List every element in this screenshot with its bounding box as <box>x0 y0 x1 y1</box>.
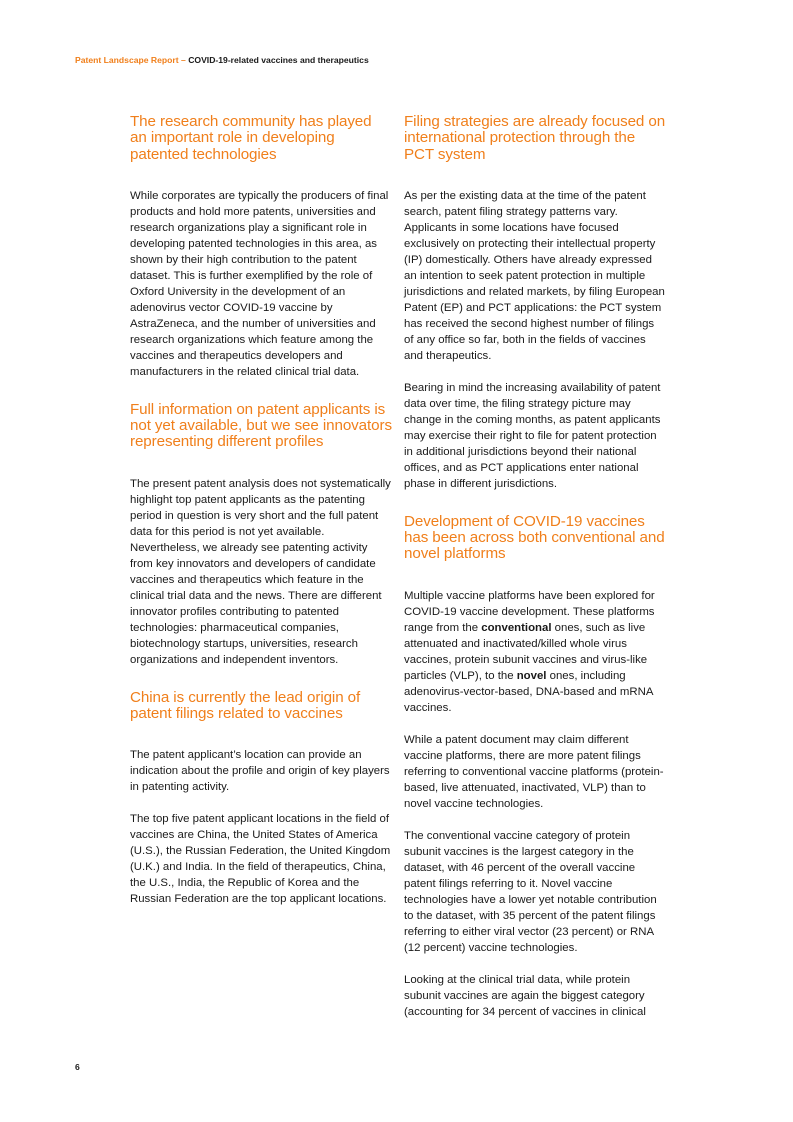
section-heading: Development of COVID-19 vaccines has been across both conventional and novel platforms <box>404 512 665 563</box>
section-heading: China is currently the lead origin of patent filings related to vaccines <box>130 688 361 723</box>
left-column <box>130 114 392 929</box>
report-series-title: Patent Landscape Report <box>75 55 179 65</box>
page-number: 6 <box>75 1062 80 1072</box>
section-research-community <box>130 114 392 380</box>
paragraph <box>404 588 666 716</box>
text-run: ones, such as live attenuated and inactivated/killed whole virus vaccines, protein subunit vaccines and virus-like particles (VLP), to the <box>404 621 648 682</box>
report-topic-title: COVID-19-related vaccines and therapeutics <box>188 55 369 65</box>
right-column <box>404 114 666 1042</box>
paragraph: The conventional vaccine category of protein subunit vaccines is the largest category in the dataset, with 46 percent of the overall vaccine patent filings referring to it. Novel vaccine technologies have a lower yet notable contribution to the dataset, with 35 percent of the patent filings referring to either viral vector (23 percent) or RNA (12 percent) vaccine technologies. <box>404 829 657 954</box>
text-run: Multiple vaccine platforms have been explored for COVID-19 vaccine development. These platforms range from the <box>404 589 655 634</box>
section-heading: Full information on patent applicants is not yet available, but we see innovators representing different profiles <box>130 400 392 451</box>
running-header <box>75 55 369 65</box>
section-filing-strategies <box>404 114 666 492</box>
paragraph: The patent applicant’s location can provide an indication about the profile and origin of key players in patenting activity. <box>130 749 390 794</box>
section-china-lead-origin <box>130 690 392 908</box>
paragraph: Looking at the clinical trial data, while protein subunit vaccines are again the biggest category (accounting for 34 percent of vaccines in clinical <box>404 973 646 1018</box>
bold-term-conventional: conventional <box>481 621 552 634</box>
header-separator: – <box>178 55 189 65</box>
paragraph: As per the existing data at the time of the patent search, patent filing strategy patterns vary. Applicants in some locations have focused exclusively on protecting their intellectual property (IP) domestically. Others have already expressed an intention to seek patent protection in multiple jurisdictions and related markets, by filing European Patent (EP) and PCT applications: the PCT system has received the second highest number of filings of any office so far, both in the fields of vaccines and therapeutics. <box>404 189 665 362</box>
paragraph: While a patent document may claim different vaccine platforms, there are more patent filings referring to conventional vaccine platforms (protein-based, live attenuated, inactivated, VLP) than to novel vaccine technologies. <box>404 733 664 810</box>
bold-term-novel: novel <box>516 669 547 682</box>
paragraph: The top five patent applicant locations in the field of vaccines are China, the United States of America (U.S.), the Russian Federation, the United Kingdom (U.K.) and India. In the field of therapeutics, China, the U.S., India, the Republic of Korea and the Russian Federation are the top applicant locations. <box>130 813 391 906</box>
section-patent-applicants <box>130 402 392 668</box>
text-run: ones, including adenovirus-vector-based, DNA-based and mRNA vaccines. <box>404 669 653 714</box>
section-vaccine-platforms <box>404 514 666 1020</box>
section-heading: The research community has played an important role in developing patented technologies <box>130 113 372 163</box>
paragraph: Bearing in mind the increasing availability of patent data over time, the filing strategy picture may change in the coming months, as patent applicants may exercise their right to file for patent protection in additional jurisdictions beyond their national offices, and as PCT applications enter national phase in different jurisdictions. <box>404 381 661 490</box>
paragraph: The present patent analysis does not systematically highlight top patent applicants as the patenting period in question is very short and the full patent data for this period is not yet available. Nevertheless, we already see patenting activity from key innovators and developers of candidate vaccines and therapeutics which feature in the clinical trial data and the news. There are different innovator profiles contributing to patented technologies: pharmaceutical companies, biotechnology startups, universities, research organizations and independent inventors. <box>130 477 391 666</box>
section-heading: Filing strategies are already focused on international protection through the PCT system <box>404 113 666 163</box>
paragraph: While corporates are typically the producers of final products and hold more patents, universities and research organizations play a significant role in developing patented technologies in this area, as shown by their high contribution to the patent dataset. This is further exemplified by the role of Oxford University in the development of an adenovirus vector COVID-19 vaccine by AstraZeneca, and the number of universities and research organizations which feature among the vaccines and therapeutics developers and manufacturers in the related clinical trial data. <box>130 189 389 378</box>
